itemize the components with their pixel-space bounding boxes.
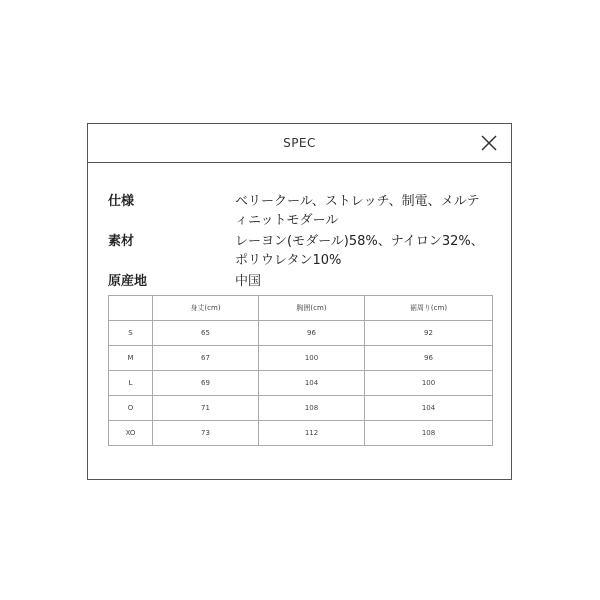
table-cell: 96: [365, 346, 493, 371]
table-cell: 100: [259, 346, 365, 371]
spec-label: 素材: [108, 234, 135, 249]
size-cell: O: [109, 396, 153, 421]
table-cell: 100: [365, 371, 493, 396]
column-header: 身丈(cm): [153, 296, 259, 321]
column-header: [109, 296, 153, 321]
modal-header: [88, 124, 511, 163]
size-cell: S: [109, 321, 153, 346]
table-cell: 65: [153, 321, 259, 346]
spec-row-material: [108, 232, 498, 270]
spec-value: ベリークール、ストレッチ、制電、メルティニットモダール: [235, 194, 480, 228]
spec-modal: [87, 123, 512, 480]
spec-value: 中国: [235, 274, 262, 289]
size-cell: L: [109, 371, 153, 396]
close-button[interactable]: [479, 133, 499, 153]
modal-title: SPEC: [283, 136, 316, 150]
close-icon: [479, 133, 499, 153]
table-cell: 104: [259, 371, 365, 396]
size-table: [108, 295, 493, 446]
table-cell: 73: [153, 421, 259, 446]
table-cell: 108: [365, 421, 493, 446]
table-row: [109, 346, 493, 371]
table-cell: 112: [259, 421, 365, 446]
size-cell: M: [109, 346, 153, 371]
table-row: [109, 321, 493, 346]
table-row: [109, 396, 493, 421]
table-row: [109, 421, 493, 446]
table-cell: 69: [153, 371, 259, 396]
spec-label: 原産地: [108, 274, 148, 289]
column-header: 裾周り(cm): [365, 296, 493, 321]
spec-row-specification: [108, 192, 498, 230]
spec-row-origin: [108, 272, 498, 291]
table-cell: 104: [365, 396, 493, 421]
spec-list: [108, 192, 498, 293]
size-cell: XO: [109, 421, 153, 446]
table-cell: 92: [365, 321, 493, 346]
column-header: 胸囲(cm): [259, 296, 365, 321]
table-header-row: [109, 296, 493, 321]
table-cell: 96: [259, 321, 365, 346]
table-cell: 108: [259, 396, 365, 421]
table-row: [109, 371, 493, 396]
spec-value: レーヨン(モダール)58%、ナイロン32%、ポリウレタン10%: [235, 234, 484, 268]
table-cell: 71: [153, 396, 259, 421]
spec-label: 仕様: [108, 194, 135, 209]
table-cell: 67: [153, 346, 259, 371]
